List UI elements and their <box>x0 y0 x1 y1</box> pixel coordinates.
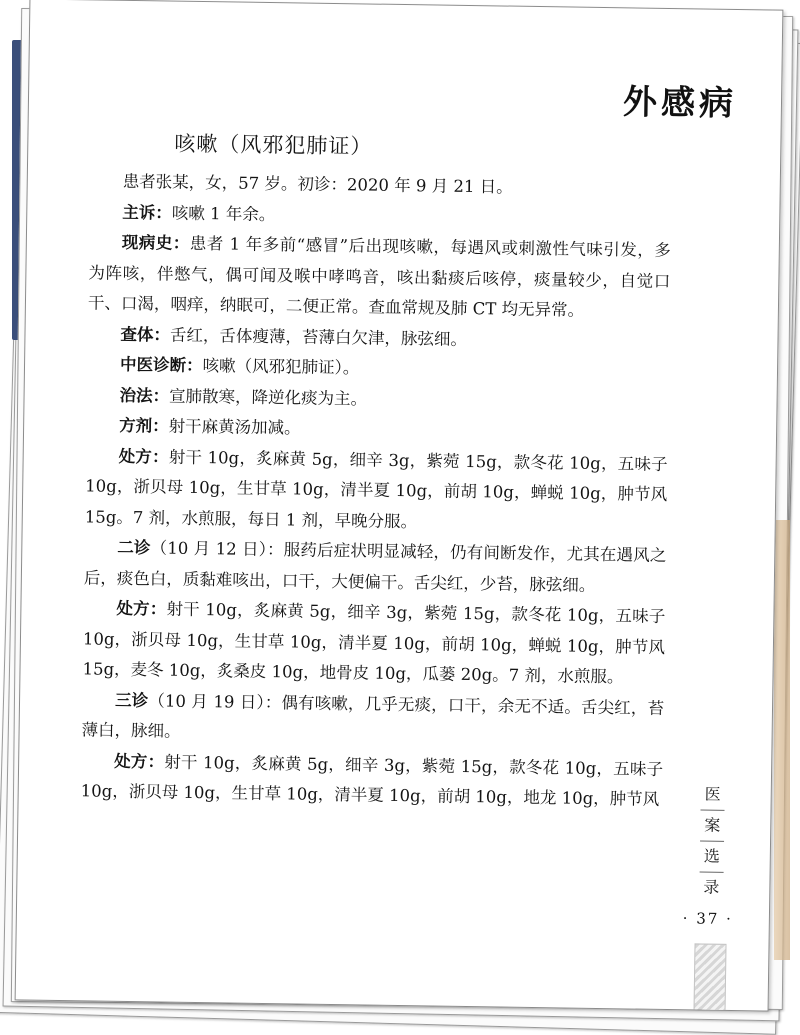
prescription-3 <box>80 746 663 816</box>
side-label-char: 案 <box>700 811 724 842</box>
side-label-char: 医 <box>701 780 725 811</box>
book-section-label <box>691 779 733 903</box>
prescription-1 <box>85 441 668 541</box>
method-label: 治法： <box>119 385 170 406</box>
formula-label: 方剂： <box>119 415 169 436</box>
visit3-text: 偶有咳嗽，几乎无痰，口干，余无不适。舌尖红，苔薄白，脉细。 <box>81 692 665 741</box>
history-text: 患者 1 年多前“感冒”后出现咳嗽，每遇风或刺激性气味引发，多为阵咳，伴憋气，偶可闻及喉中哮鸣音，咳出黏痰后咳停，痰量较少，自觉口干、口渴，咽痒，纳眠可，二便正常。查血常规及肺 CT 均无异常。 <box>87 233 671 320</box>
formula-text: 射干麻黄汤加减。 <box>168 416 301 438</box>
section-header: 外感病 <box>622 82 738 124</box>
present-history <box>88 227 671 327</box>
complaint-text: 咳嗽 1 年余。 <box>171 203 276 224</box>
exam-label: 查体： <box>120 324 171 345</box>
visit2-text: 服药后症状明显减轻，仍有间断发作，尤其在遇风之后，痰色白，质黏难咳出，口干，大便偏干。舌尖红，少苔，脉弦细。 <box>83 540 667 595</box>
visit2-label: 二诊 <box>117 537 151 558</box>
side-label-char: 录 <box>703 877 720 897</box>
diagnosis-label: 中医诊断： <box>119 354 203 376</box>
rx2-text: 射干 10g，炙麻黄 5g，细辛 3g，紫菀 15g，款冬花 10g，五味子 10g，浙贝母 10g，生甘草 10g，清半夏 10g，前胡 10g，蝉蜕 10g，肿节风 15g，麦冬 10g，炙桑皮 10g，地骨皮 10g，瓜蒌 20g。7 剂，水煎服。 <box>82 599 666 687</box>
prescription-2 <box>82 593 665 693</box>
book-page <box>15 0 784 1012</box>
rx3-text: 射干 10g，炙麻黄 5g，细辛 3g，紫菀 15g，款冬花 10g，五味子 10g，浙贝母 10g，生甘草 10g，清半夏 10g，前胡 10g，地龙 10g，肿节风 <box>80 752 664 809</box>
complaint-label: 主诉： <box>122 202 172 223</box>
diagnosis-text: 咳嗽（风邪犯肺证）。 <box>202 356 360 378</box>
rx-label: 处方： <box>114 751 165 772</box>
patient-text: 患者张某，女，57 岁。初诊：2020 年 9 月 21 日。 <box>122 171 513 197</box>
decorative-pattern <box>694 943 727 1011</box>
visit3-label: 三诊 <box>114 690 149 710</box>
visit2-date: （10 月 12 日）： <box>150 538 284 560</box>
page-edge-tint <box>774 520 790 960</box>
method-text: 宣肺散寒，降逆化痰为主。 <box>168 386 368 409</box>
second-visit <box>84 532 667 602</box>
history-label: 现病史： <box>121 232 190 253</box>
page-number: · 37 · <box>682 909 734 928</box>
side-label-char: 选 <box>700 842 724 873</box>
page-content <box>80 122 672 815</box>
exam-text: 舌红，舌体瘦薄，苔薄白欠津，脉弦细。 <box>169 325 468 349</box>
third-visit <box>81 685 664 755</box>
visit3-date: （10 月 19 日）： <box>148 690 282 712</box>
rx-label: 处方： <box>116 598 167 619</box>
rx-label: 处方： <box>118 446 169 467</box>
case-title: 咳嗽（风邪犯肺证） <box>174 131 373 159</box>
rx1-text: 射干 10g，炙麻黄 5g，细辛 3g，紫菀 15g，款冬花 10g，五味子 10g，浙贝母 10g，生甘草 10g，清半夏 10g，前胡 10g，蝉蜕 10g，肿节风 15g。7 剂，水煎服，每日 1 剂，早晚分服。 <box>84 447 668 531</box>
